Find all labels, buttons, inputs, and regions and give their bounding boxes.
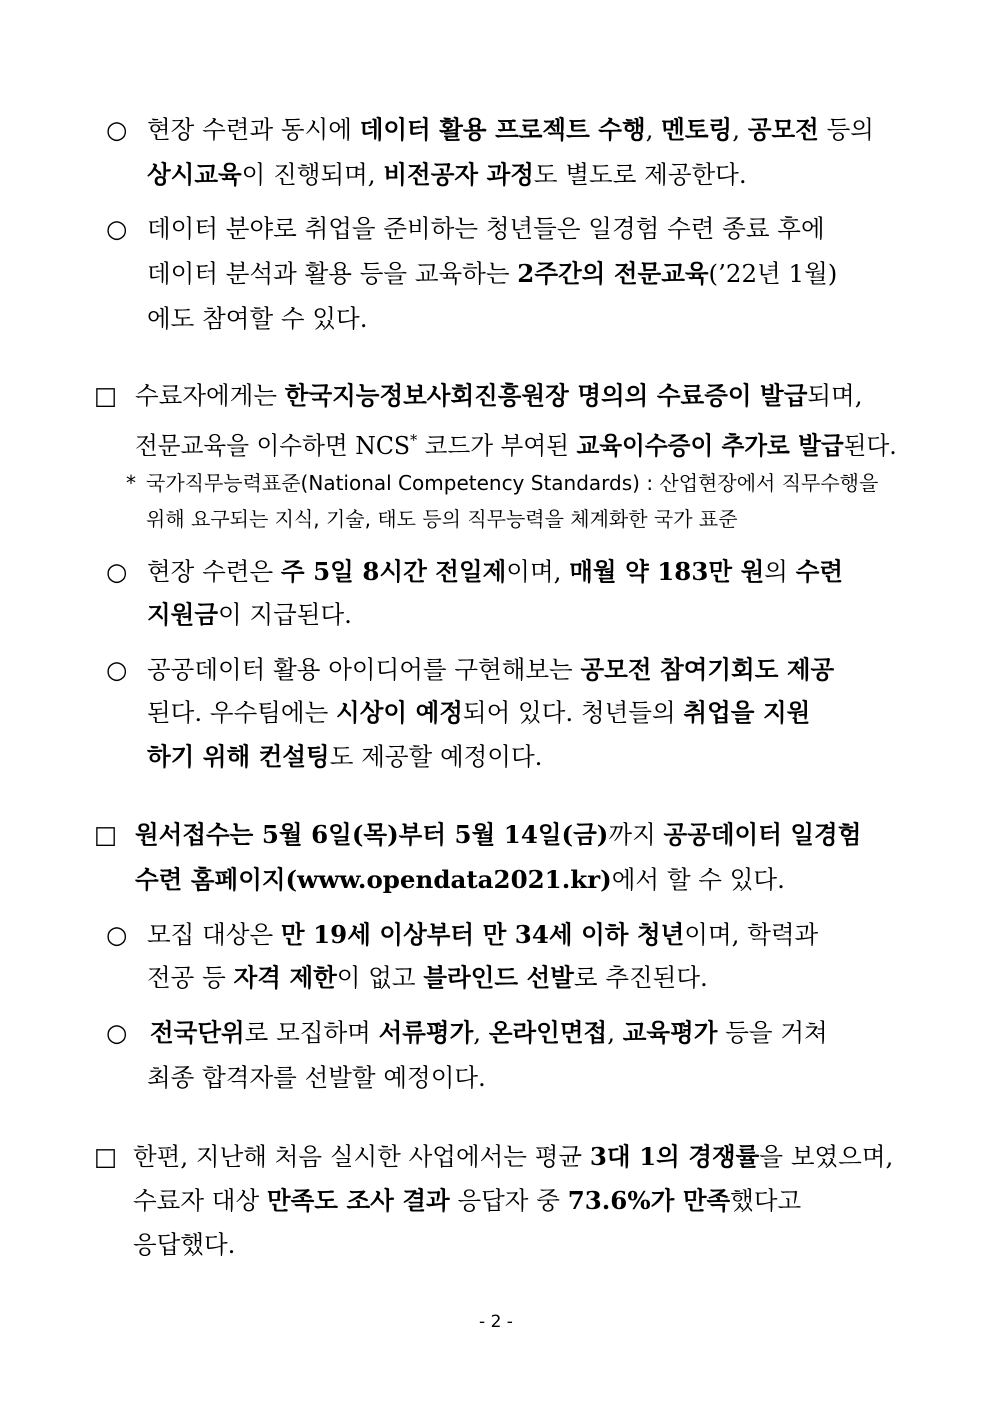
text: 데이터 분석과 활용 등을 교육하는	[147, 259, 518, 288]
text-line	[147, 592, 352, 638]
text-line	[147, 912, 818, 958]
text: 데이터 분야로 취업을 준비하는 청년들은 일경험 수련 종료 후에	[147, 214, 825, 243]
text: ,	[473, 1018, 489, 1047]
bullet-square: □	[94, 820, 118, 849]
bold-text: 멘토링	[661, 115, 733, 144]
text-line	[133, 1222, 235, 1268]
text-line	[147, 549, 843, 595]
bold-text: 온라인면접	[488, 1018, 608, 1047]
bold-text: 데이터 활용 프로젝트 수행	[359, 115, 646, 144]
text: 까지	[608, 820, 664, 849]
text: 이 없고	[336, 963, 424, 992]
bullet-square: □	[94, 381, 118, 410]
text: 이 진행되며,	[241, 160, 384, 189]
text: 수료자에게는	[135, 381, 285, 410]
text: 응답했다.	[133, 1230, 236, 1259]
bold-text: 수련	[795, 557, 844, 586]
text: 수료자 대상	[133, 1186, 267, 1215]
text-line	[147, 107, 897, 153]
text-line	[133, 1178, 801, 1224]
bold-text: 비전공자 과정	[383, 160, 534, 189]
text: 응답자 중	[449, 1186, 568, 1215]
note-line-2: 위해 요구되는 지식, 기술, 태도 등의 직무능력을 체계화한 국가 표준	[146, 507, 738, 531]
bold-text: 취업을 지원	[683, 698, 811, 727]
text: 되어 있다. 청년들의	[462, 698, 684, 727]
bold-text: 공공데이터 일경험	[663, 820, 862, 849]
text-line	[147, 955, 708, 1001]
footnote-mark: *	[410, 432, 418, 449]
text-line	[147, 734, 542, 780]
text: 에서 할 수 있다.	[611, 865, 785, 894]
text: 도 별도로 제공한다.	[533, 160, 747, 189]
text-line	[147, 206, 825, 252]
text: 의	[764, 557, 796, 586]
bullet-circle: ○	[106, 655, 128, 684]
text: 모집 대상은	[147, 920, 281, 949]
bold-text: 시상이 예정	[336, 698, 463, 727]
bold-text: 공모전	[747, 115, 819, 144]
bold-text: 서류평가	[378, 1018, 474, 1047]
text: 한편, 지난해 처음 실시한 사업에서는 평균	[133, 1142, 590, 1171]
note-line-1: 국가직무능력표준(National Competency Standards) : 산업현장에서 직무수행을	[146, 471, 879, 495]
text: 로 추진된다.	[573, 963, 708, 992]
text: 된다. 우수팀에는	[147, 698, 337, 727]
bold-text: 3대 1의 경쟁률	[589, 1142, 760, 1171]
text-line	[135, 373, 863, 419]
bold-text: 지원금	[147, 600, 219, 629]
bold-text: 자격 제한	[233, 963, 337, 992]
bold-text: 만족도 조사 결과	[266, 1186, 450, 1215]
text: 등의	[818, 115, 874, 144]
text: 을 보였으며,	[759, 1142, 894, 1171]
bold-text: 블라인드 선발	[423, 963, 574, 992]
bullet-circle: ○	[106, 557, 128, 586]
bold-text: 상시교육	[147, 160, 242, 189]
text: 에도 참여할 수 있다.	[147, 304, 368, 333]
note-mark: *	[126, 471, 136, 495]
text: 전공 등	[147, 963, 234, 992]
bold-text: 매월 약 183만 원	[569, 557, 765, 586]
bold-text: 원서접수는 5월 6일(목)부터 5월 14일(금)	[135, 820, 609, 849]
bold-text: 하기 위해 컨설팅	[147, 742, 330, 771]
bold-text: 만 19세 이상부터 만 34세 이하 청년	[280, 920, 685, 949]
bold-text: 2주간의 전문교육	[517, 259, 709, 288]
text: 도 제공할 예정이다.	[329, 742, 543, 771]
text: 현장 수련은	[147, 557, 281, 586]
bullet-square: □	[94, 1142, 118, 1171]
bold-text: 주 5일 8시간 전일제	[280, 557, 507, 586]
text: 로 모집하며	[244, 1018, 379, 1047]
text: 이 지급된다.	[218, 600, 352, 629]
text: 되며,	[807, 381, 863, 410]
text: (’22년 1월)	[708, 259, 838, 288]
text: 최종 합격자를 선발할 예정이다.	[147, 1063, 486, 1092]
bold-text: 전국단위	[150, 1018, 245, 1047]
text: 했다고	[730, 1186, 802, 1215]
bold-text: 수련 홈페이지(www.opendata2021.kr)	[135, 865, 612, 894]
bold-text: 교육평가	[622, 1018, 718, 1047]
text-line	[150, 1010, 828, 1056]
text: 현장 수련과 동시에	[147, 115, 360, 144]
text: 이며, 학력과	[684, 920, 819, 949]
text-line	[135, 857, 785, 903]
text: ,	[645, 115, 662, 144]
bold-text: 교육이수증이 추가로 발급	[576, 431, 844, 461]
text: 코드가 부여된	[417, 431, 577, 461]
text: 등을 거쳐	[717, 1018, 828, 1047]
text-line	[147, 251, 837, 297]
text: ,	[607, 1018, 623, 1047]
text-line	[147, 690, 810, 736]
bullet-circle: ○	[106, 115, 128, 144]
text: 공공데이터 활용 아이디어를 구현해보는	[147, 655, 581, 684]
text-line	[147, 152, 747, 198]
bullet-circle: ○	[106, 920, 128, 949]
text-line	[147, 1055, 486, 1101]
bold-text: 공모전 참여기회도 제공	[580, 655, 835, 684]
text-line	[147, 647, 834, 693]
text-line	[135, 812, 861, 858]
text: ,	[732, 115, 748, 144]
text: 이며,	[506, 557, 570, 586]
text-line	[147, 296, 368, 342]
text-line	[135, 418, 897, 469]
text: 된다.	[843, 431, 897, 461]
bold-text: 한국지능정보사회진흥원장 명의의 수료증이 발급	[284, 381, 808, 410]
text: 전문교육을 이수하면 NCS	[135, 431, 411, 461]
text-line	[133, 1134, 893, 1180]
page-number: - 2 -	[479, 1312, 513, 1332]
bullet-circle: ○	[106, 1018, 128, 1047]
bold-text: 73.6%가 만족	[567, 1186, 731, 1215]
bullet-circle: ○	[106, 214, 128, 243]
